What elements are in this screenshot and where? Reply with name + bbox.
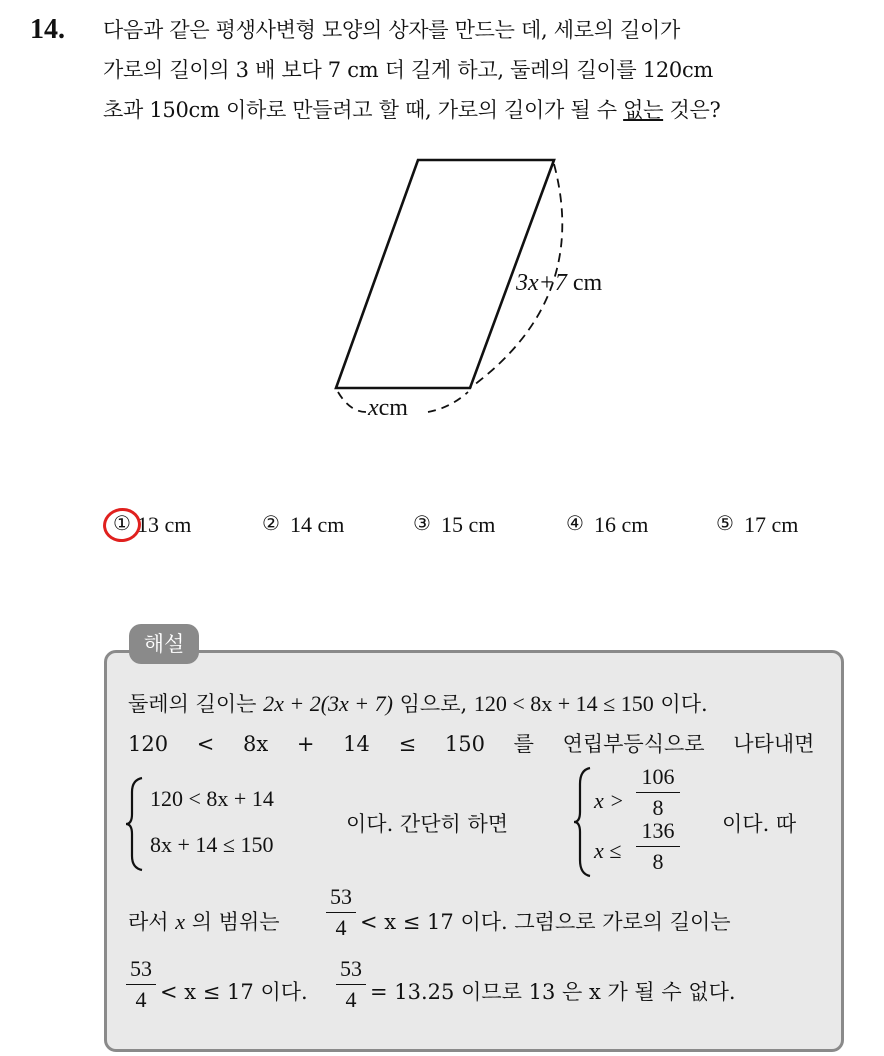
question-text-line-3: 초과 150cm 이하로 만들려고 할 때, 가로의 길이가 될 수 없는 것은? — [103, 98, 721, 122]
fraction-53-over-4-b: 53 4 — [126, 956, 156, 1013]
system2-row-2-lhs: x ≤ — [594, 838, 622, 863]
underlined-emphasis: 없는 — [623, 98, 664, 122]
question-text-line-1: 다음과 같은 평생사변형 모양의 상자를 만드는 데, 세로의 길이가 — [103, 18, 681, 42]
solution-line-4-start: 라서 x 의 범위는 — [128, 909, 280, 934]
choice-number-3: ③ — [413, 513, 431, 535]
solution-line-5-end: = 13.25 이므로 13 은 x 가 될 수 없다. — [370, 980, 736, 1004]
base-length-label: xcm — [368, 395, 408, 421]
choice-number-4: ④ — [566, 513, 584, 535]
choice-4[interactable]: ④ 16 cm — [566, 512, 649, 537]
solution-line-5-mid: < x ≤ 17 이다. — [160, 980, 308, 1004]
solution-line-1: 둘레의 길이는 2x + 2(3x + 7) 임으로, 120 < 8x + 14 ≤ 150 이다. — [128, 691, 708, 716]
system1-row-2: 8x + 14 ≤ 150 — [150, 832, 274, 857]
solution-line-4-end: < x ≤ 17 이다. 그럼으로 가로의 길이는 — [360, 910, 731, 934]
choice-5[interactable]: ⑤ 17 cm — [716, 512, 799, 537]
choice-1[interactable]: ① 13 cm — [113, 512, 192, 537]
fraction-106-over-8: 106 8 — [636, 764, 680, 821]
fraction-53-over-4-c: 53 4 — [336, 956, 366, 1013]
solution-mid-text: 이다. 간단히 하면 — [346, 812, 509, 836]
answer-choices — [100, 512, 840, 546]
choice-number-1: ① — [113, 513, 131, 535]
choice-2[interactable]: ② 14 cm — [262, 512, 345, 537]
question-number: 14. — [30, 14, 65, 45]
system1-row-1: 120 < 8x + 14 — [150, 786, 274, 811]
fraction-53-over-4-a: 53 4 — [326, 884, 356, 941]
system2-row-1-lhs: x > — [594, 788, 625, 813]
parallelogram-figure — [320, 150, 640, 450]
solution-line-2: 120 < 8x + 14 ≤ 150 를 연립부등식으로 나타내면 — [128, 732, 815, 756]
solution-end-text: 이다. 따 — [722, 812, 797, 836]
left-brace-1 — [124, 776, 146, 872]
choice-3[interactable]: ③ 15 cm — [413, 512, 496, 537]
solution-tag: 해설 — [129, 624, 199, 664]
fraction-136-over-8: 136 8 — [636, 818, 680, 875]
question-text-line-2: 가로의 길이의 3 배 보다 7 cm 더 길게 하고, 둘레의 길이를 120cm — [103, 58, 714, 82]
side-length-label: 3x+7 cm — [516, 270, 603, 296]
choice-number-5: ⑤ — [716, 513, 734, 535]
left-brace-2 — [572, 766, 594, 878]
choice-number-2: ② — [262, 513, 280, 535]
